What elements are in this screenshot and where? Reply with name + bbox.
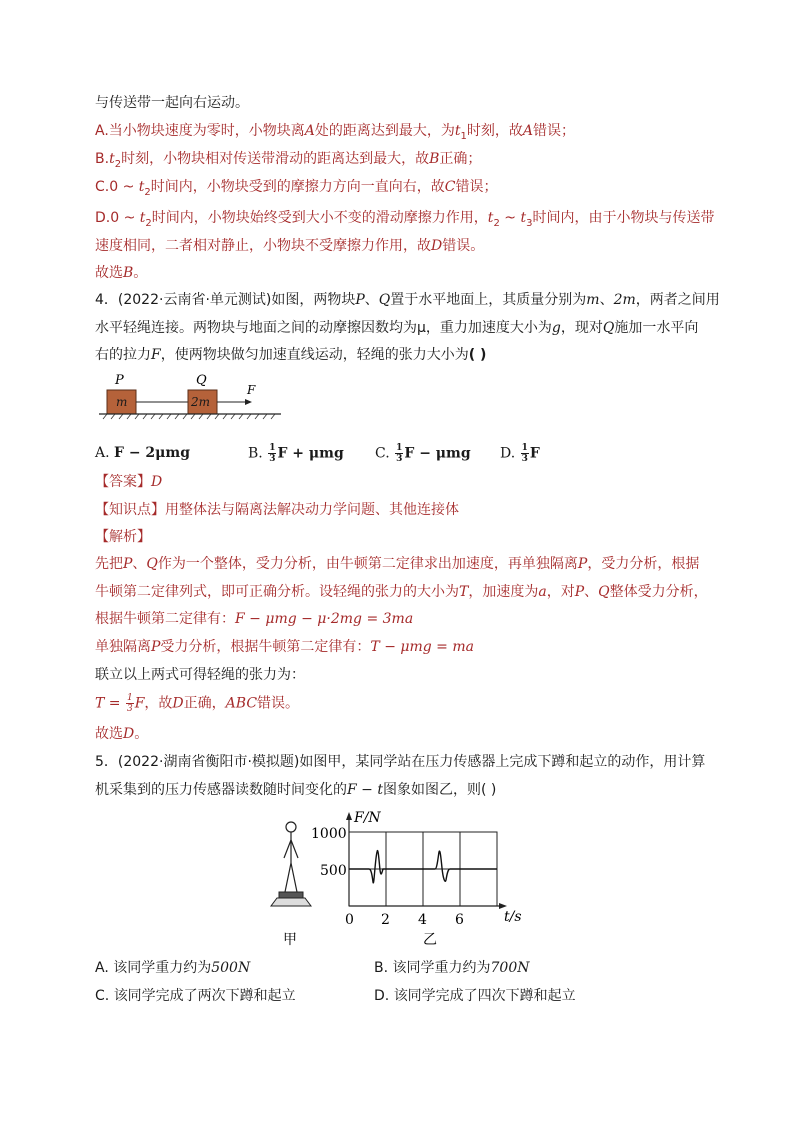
q4-solution-line6: T = $\frac{1}{3}$ F，故D正确，ABC错误。 xyxy=(95,693,300,714)
frac-d: $\frac{1}{3}$ xyxy=(521,443,528,464)
q5-option-a[interactable]: A. 该同学重力约为500N xyxy=(95,960,251,976)
q4-analysis-tag: 【解析】 xyxy=(95,529,151,545)
y-axis-arrow xyxy=(346,812,352,820)
x-tick-0: 0 xyxy=(345,912,354,928)
q4-option-b[interactable]: B. $\frac{1}{3}$ F + μmg xyxy=(248,443,344,464)
q4-solution-line5: 联立以上两式可得轻绳的张力为： xyxy=(95,667,305,683)
y-tick-1000: 1000 xyxy=(311,826,347,842)
x-tick-4: 4 xyxy=(418,912,427,928)
q5-option-c[interactable]: C. 该同学完成了两次下蹲和起立 xyxy=(95,988,296,1004)
q5-stem-line1: 5．(2022·湖南省衡阳市·模拟题)如图甲，某同学站在压力传感器上完成下蹲和起立的动作，用计算 xyxy=(95,754,706,770)
analysis-c: C.0 ~ $t_2$时间内，小物块受到的摩擦力方向一直向右，故C错误； xyxy=(95,179,498,198)
q4-option-a[interactable]: A. F − 2μmg xyxy=(95,445,191,461)
q4-fig-label-f: F xyxy=(247,383,256,397)
person-leg-right xyxy=(291,863,297,892)
person-arm-right xyxy=(291,840,298,858)
x-tick-6: 6 xyxy=(455,912,464,928)
q4-solution-line4: 单独隔离P受力分析，根据牛顿第二定律有：T − μmg = ma xyxy=(95,639,474,655)
q4-option-d[interactable]: D. $\frac{1}{3}$ F xyxy=(500,443,540,464)
person-arm-left xyxy=(284,840,291,858)
q4-knowledge-point: 【知识点】用整体法与隔离法解决动力学问题、其他连接体 xyxy=(95,502,459,518)
q4-solution-line3: 根据牛顿第二定律有：F − μmg − μ·2mg = 3ma xyxy=(95,611,414,627)
q4-choose-line: 故选D。 xyxy=(95,726,149,742)
q4-fig-label-q: Q xyxy=(196,373,207,388)
q4-option-c[interactable]: C. $\frac{1}{3}$ F − μmg xyxy=(375,443,471,464)
q4-stem-line1: 4．(2022·云南省·单元测试)如图，两物块P、Q置于水平地面上，其质量分别为m、2m，两者之间用 xyxy=(95,292,720,308)
sensor-base xyxy=(271,898,311,906)
y-axis-label: F/N xyxy=(354,810,381,826)
q4-answer: 【答案】D xyxy=(95,474,163,490)
q4-fig-label-p: P xyxy=(115,373,124,388)
q4-stem-line2: 水平轻绳连接。两物块与地面之间的动摩擦因数均为μ，重力加速度大小为g，现对Q施加一水平向 xyxy=(95,320,699,336)
analysis-b: $B.t_2$时刻，小物块相对传送带滑动的距离达到最大，故B正确； xyxy=(95,151,482,170)
frac-t: $\frac{1}{3}$ xyxy=(126,693,133,714)
q4-figure xyxy=(95,370,285,428)
analysis-d-cont: 速度相同，二者相对静止，小物块不受摩擦力作用，故D错误。 xyxy=(95,238,485,254)
q4-fig-mass-m: m xyxy=(116,395,128,409)
q4-stem-line3: 右的拉力F，使两物块做匀加速直线运动，轻绳的张力大小为( ) xyxy=(95,347,487,363)
q5-option-b[interactable]: B. 该同学重力约为700N xyxy=(374,960,530,976)
x-axis-label: t/s xyxy=(504,909,522,925)
intro-line: 与传送带一起向右运动。 xyxy=(95,95,249,111)
q5-figure xyxy=(265,808,535,950)
q5-stem-line2: 机采集到的压力传感器读数随时间变化的F − t图象如图乙，则( ) xyxy=(95,782,497,798)
fig-label-yi: 乙 xyxy=(423,932,437,948)
y-tick-500: 500 xyxy=(320,863,347,879)
q4-solution-line1: 先把P、Q作为一个整体，受力分析，由牛顿第二定律求出加速度，再单独隔离P，受力分析，根据 xyxy=(95,556,700,572)
analysis-d: D.0 ~ $t_2$时间内，小物块始终受到大小不变的滑动摩擦力作用，$t_2$ ~ $t_3$时间内，由于小物块与传送带 xyxy=(95,210,715,229)
frac-c: $\frac{1}{3}$ xyxy=(396,443,403,464)
sensor-top xyxy=(279,892,303,898)
fig-label-jia: 甲 xyxy=(283,932,297,948)
x-tick-2: 2 xyxy=(381,912,390,928)
q5-option-d[interactable]: D. 该同学完成了四次下蹲和起立 xyxy=(374,988,576,1004)
choose-line-prev: 故选B。 xyxy=(95,265,148,281)
person-leg-left xyxy=(285,863,291,892)
person-head xyxy=(286,822,296,832)
ground-hatching xyxy=(103,414,275,419)
person-on-sensor xyxy=(271,822,311,906)
force-arrowhead xyxy=(245,399,252,405)
frac-b: $\frac{1}{3}$ xyxy=(269,443,276,464)
analysis-a: A.当小物块速度为零时，小物块离A处的距离达到最大，为$t_1$时刻，故A错误； xyxy=(95,123,576,142)
q4-fig-mass-2m: 2m xyxy=(191,395,211,409)
q4-solution-line2: 牛顿第二定律列式，即可正确分析。设轻绳的张力的大小为T，加速度为a，对P、Q整体受力分析， xyxy=(95,584,708,600)
